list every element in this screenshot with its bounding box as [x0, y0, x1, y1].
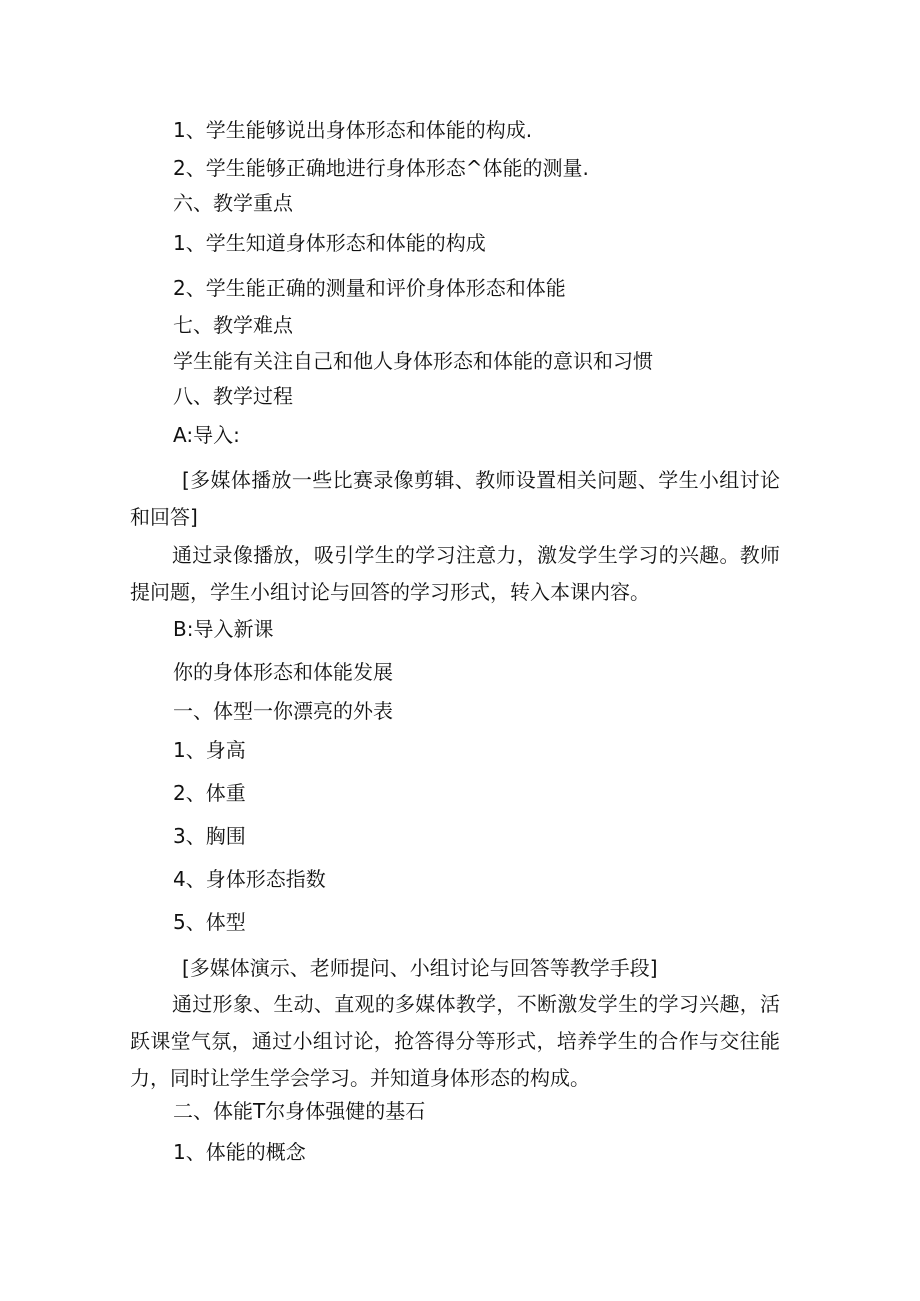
- focus-item-2: 2、学生能正确的测量和评价身体形态和体能: [173, 276, 566, 300]
- difficulty-text: 学生能有关注自己和他人身体形态和体能的意识和习惯: [173, 349, 653, 373]
- body-type-method-note: [多媒体演示、老师提问、小组讨论与回答等教学手段]: [182, 956, 658, 980]
- body-type-item-1: 1、身高: [173, 738, 246, 762]
- subheading-introduction: A:导入:: [173, 423, 240, 447]
- fitness-item-1: 1、体能的概念: [173, 1140, 306, 1164]
- body-type-item-4: 4、身体形态指数: [173, 867, 326, 891]
- lesson-title: 你的身体形态和体能发展: [173, 660, 393, 684]
- section-heading-body-type: 一、体型一你漂亮的外表: [173, 699, 393, 723]
- section-heading-fitness: 二、体能T尔身体强健的基石: [173, 1099, 426, 1123]
- body-type-paragraph: 通过形象、生动、直观的多媒体教学，不断激发学生的学习兴趣，活跃课堂气氛，通过小组讨论，抢答得分等形式，培养学生的合作与交往能力，同时让学生学会学习。并知道身体形态的构成。: [130, 992, 780, 1090]
- objective-item-1: 1、学生能够说出身体形态和体能的构成.: [173, 118, 533, 142]
- subheading-new-lesson: B:导入新课: [173, 617, 274, 641]
- focus-item-1: 1、学生知道身体形态和体能的构成: [173, 231, 486, 255]
- body-type-item-2: 2、体重: [173, 781, 246, 805]
- body-type-item-3: 3、胸围: [173, 824, 246, 848]
- section-heading-teaching-process: 八、教学过程: [173, 384, 293, 408]
- section-heading-teaching-focus: 六、教学重点: [173, 191, 293, 215]
- introduction-paragraph: 通过录像播放，吸引学生的学习注意力，激发学生学习的兴趣。教师提问题，学生小组讨论与回答的学习形式，转入本课内容。: [130, 543, 780, 604]
- objective-item-2: 2、学生能够正确地进行身体形态^体能的测量.: [173, 156, 589, 180]
- introduction-method-note: [多媒体播放一些比赛录像剪辑、教师设置相关问题、学生小组讨论和回答]: [130, 468, 780, 529]
- body-type-item-5: 5、体型: [173, 910, 246, 934]
- section-heading-teaching-difficulty: 七、教学难点: [173, 313, 293, 337]
